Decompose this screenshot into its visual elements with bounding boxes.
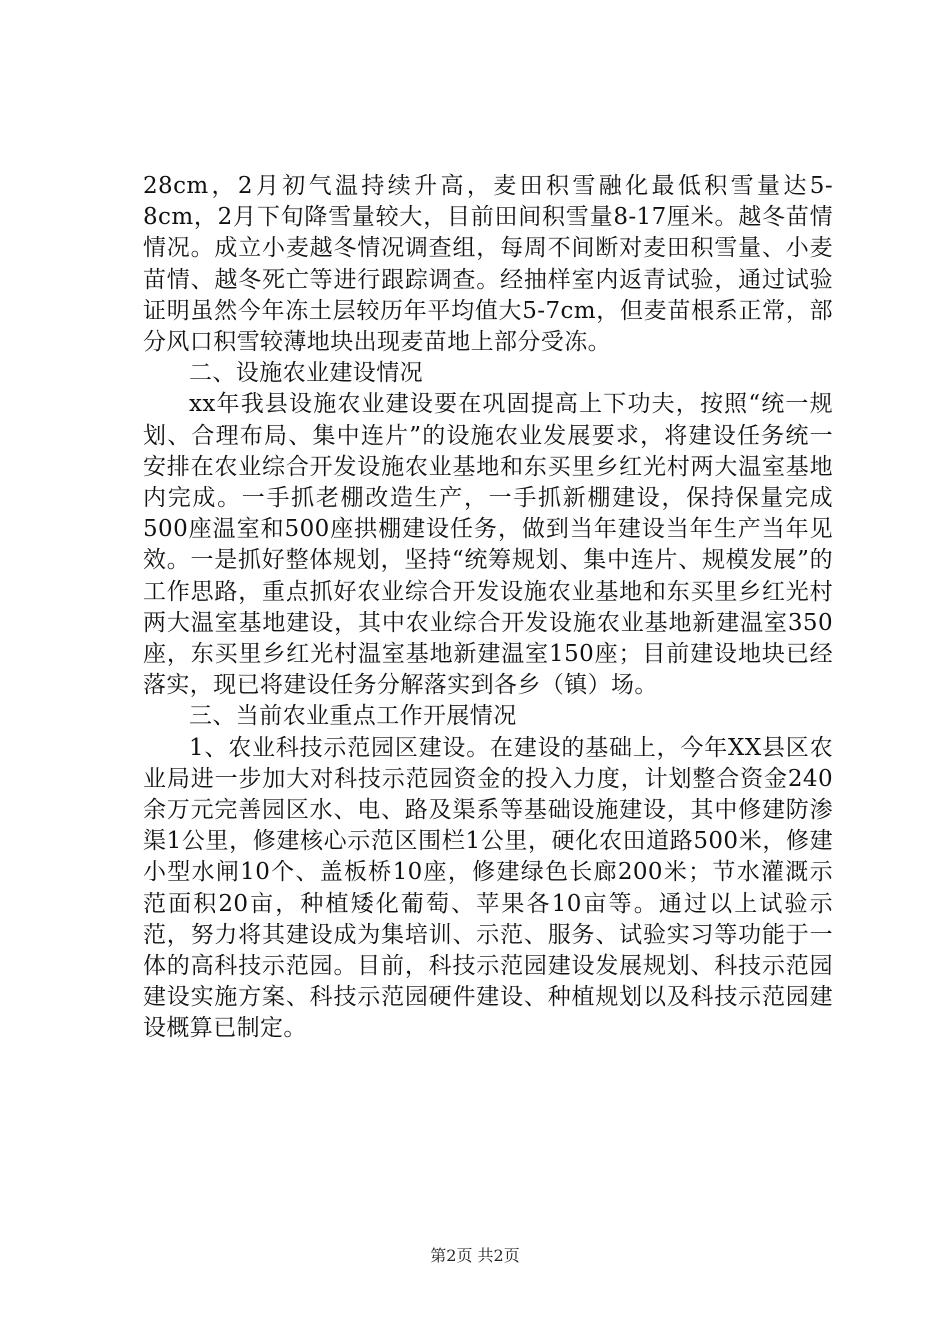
document-body bbox=[143, 171, 833, 1045]
paragraph-continuation: 28cm，2月初气温持续升高，麦田积雪融化最低积雪量达5-8cm，2月下旬降雪量较大，目前田间积雪量8-17厘米。越冬苗情情况。成立小麦越冬情况调查组，每周不间断对麦田积雪量、小麦苗情、越冬死亡等进行跟踪调查。经抽样室内返青试验，通过试验证明虽然今年冻土层较历年平均值大5-7cm，但麦苗根系正常，部分风口积雪较薄地块出现麦苗地上部分受冻。 bbox=[143, 173, 833, 356]
paragraph-facility-agriculture: xx年我县设施农业建设要在巩固提高上下功夫，按照“统一规划、合理布局、集中连片”的设施农业发展要求，将建设任务统一安排在农业综合开发设施农业基地和东买里乡红光村两大温室基地内完成。一手抓老棚改造生产，一手抓新棚建设，保持保量完成500座温室和500座拱棚建设任务，做到当年建设当年生产当年见效。一是抓好整体规划，坚持“统筹规划、集中连片、规模发展”的工作思路，重点抓好农业综合开发设施农业基地和东买里乡红光村两大温室基地建设，其中农业综合开发设施农业基地新建温室350座，东买里乡红光村温室基地新建温室150座；目前建设地块已经落实，现已将建设任务分解落实到各乡（镇）场。 bbox=[143, 391, 833, 699]
section-heading-2: 二、设施农业建设情况 bbox=[189, 360, 423, 387]
paragraph-tech-park: 1、农业科技示范园区建设。在建设的基础上，今年XX县区农业局进一步加大对科技示范园资金的投入力度，计划整合资金240余万元完善园区水、电、路及渠系等基础设施建设，其中修建防渗渠1公里，修建核心示范区围栏1公里，硬化农田道路500米，修建小型水闸10个、盖板桥10座，修建绿色长廊200米；节水灌溉示范面积20亩，种植矮化葡萄、苹果各10亩等。通过以上试验示范，努力将其建设成为集培训、示范、服务、试验实习等功能于一体的高科技示范园。目前，科技示范园建设发展规划、科技示范园建设实施方案、科技示范园硬件建设、种植规划以及科技示范园建设概算已制定。 bbox=[143, 734, 833, 1042]
page-number-footer: 第2页 共2页 bbox=[430, 1246, 520, 1265]
section-heading-3: 三、当前农业重点工作开展情况 bbox=[189, 703, 517, 730]
